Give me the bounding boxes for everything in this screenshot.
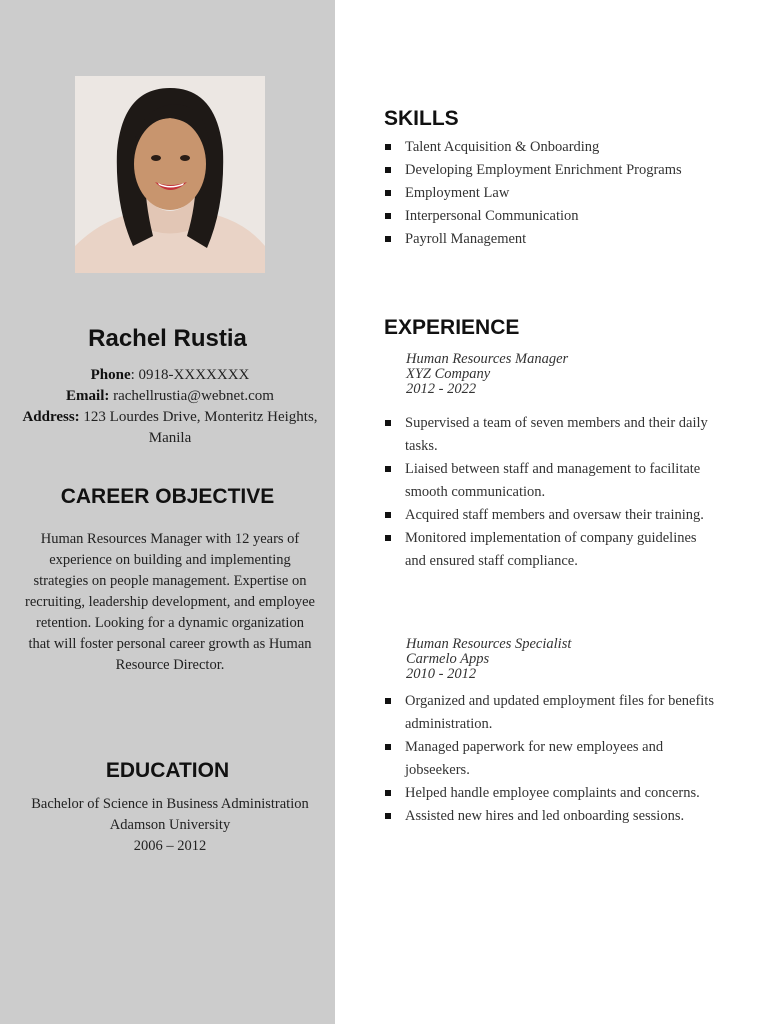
- job-title: Human Resources Specialist: [406, 636, 572, 652]
- job-years: 2010 - 2012: [406, 666, 477, 682]
- job-header: [406, 637, 571, 682]
- phone-label: Phone: [90, 367, 131, 383]
- email-value: rachellrustia@webnet.com: [113, 388, 274, 404]
- address-line: [20, 407, 320, 449]
- job-company: Carmelo Apps: [406, 651, 490, 667]
- job-duty: Monitored implementation of company guidelines and ensured staff compliance.: [384, 527, 714, 573]
- phone-value: 0918-XXXXXXX: [138, 367, 250, 383]
- contact-info: [20, 365, 320, 449]
- skill-item: Employment Law: [384, 182, 714, 205]
- job-duty: Supervised a team of seven members and their daily tasks.: [384, 412, 714, 458]
- skills-heading: SKILLS: [384, 107, 459, 130]
- job-duties-list: [384, 690, 714, 828]
- job-duty: Liaised between staff and management to facilitate smooth communication.: [384, 458, 714, 504]
- job-duty: Managed paperwork for new employees and jobseekers.: [384, 736, 714, 782]
- education-heading: EDUCATION: [105, 759, 230, 782]
- phone-line: Phone: 0918-XXXXXXX: [90, 367, 250, 383]
- portrait-image: [75, 76, 265, 273]
- skill-item: Talent Acquisition & Onboarding: [384, 136, 714, 159]
- education-school: Adamson University: [109, 817, 231, 833]
- profile-photo: [75, 76, 265, 273]
- email-line: [20, 386, 320, 407]
- career-objective-text: Human Resources Manager with 12 years of experience on building and implementing strategies on people management. Expertise on recruiting, leadership development, and employee retention. Looking for a dynamic organization that will foster personal career growth as Human Resource Director.: [25, 531, 315, 673]
- skill-item: Payroll Management: [384, 228, 714, 251]
- job-header: [406, 352, 568, 397]
- experience-heading: EXPERIENCE: [384, 316, 520, 339]
- address-value: 123 Lourdes Drive, Monteritz Heights, Manila: [83, 409, 318, 446]
- career-objective-heading: CAREER OBJECTIVE: [60, 485, 275, 508]
- job-duty: Assisted new hires and led onboarding sessions.: [384, 805, 714, 828]
- email-label: Email:: [66, 388, 110, 404]
- job-title: Human Resources Manager: [406, 351, 569, 367]
- job-duty: Acquired staff members and oversaw their training.: [384, 504, 714, 527]
- address-label: Address:: [22, 409, 80, 425]
- skill-item: Developing Employment Enrichment Programs: [384, 159, 714, 182]
- education-details: [25, 794, 315, 857]
- profile-name: Rachel Rustia: [88, 325, 247, 352]
- job-duties-list: [384, 412, 714, 573]
- education-years: 2006 – 2012: [133, 838, 207, 854]
- skills-list: [384, 136, 714, 251]
- job-company: XYZ Company: [406, 366, 491, 382]
- job-years: 2012 - 2022: [406, 381, 477, 397]
- education-degree: Bachelor of Science in Business Administration: [31, 796, 309, 812]
- job-duty: Helped handle employee complaints and concerns.: [384, 782, 714, 805]
- job-duty: Organized and updated employment files for benefits administration.: [384, 690, 714, 736]
- skill-item: Interpersonal Communication: [384, 205, 714, 228]
